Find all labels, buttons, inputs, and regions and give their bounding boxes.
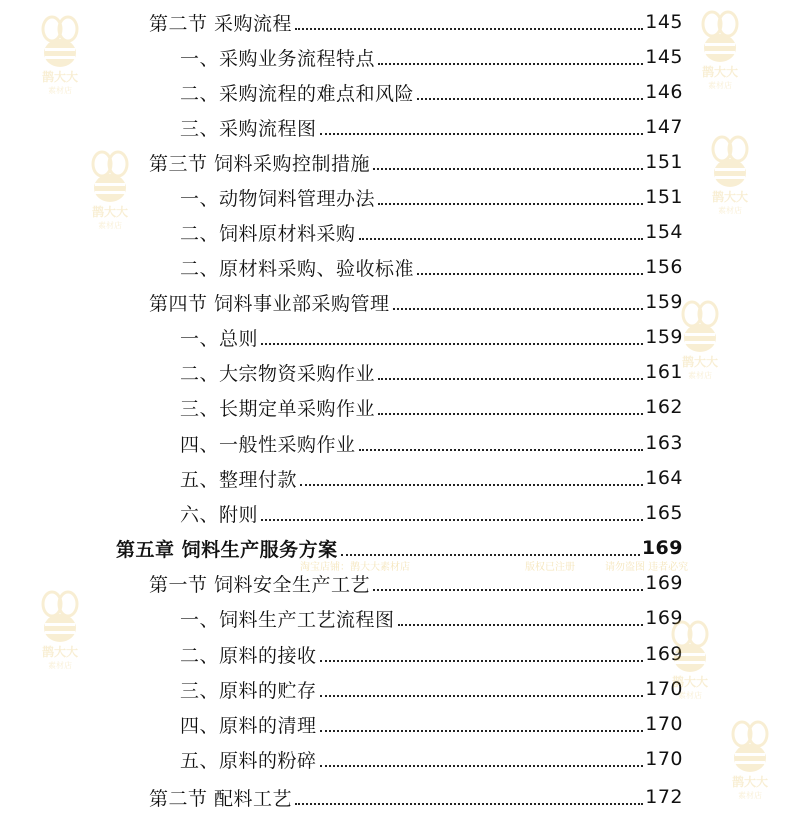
- toc-page-number: 154: [645, 221, 683, 243]
- toc-page-number: 169: [645, 607, 683, 629]
- dot-leader: [320, 730, 644, 732]
- toc-entry-item[interactable]: [180, 320, 683, 354]
- dot-leader: [359, 238, 644, 240]
- dot-leader: [295, 803, 643, 805]
- toc-entry-item[interactable]: [180, 390, 683, 424]
- svg-text:鹊大大: 鹊大大: [671, 675, 709, 689]
- dot-leader: [320, 765, 644, 767]
- toc-page-number: 145: [645, 46, 683, 68]
- toc-page-number: 169: [645, 643, 683, 665]
- dot-leader: [359, 449, 644, 451]
- toc-entry-title: 一、动物饲料管理办法: [180, 187, 376, 210]
- svg-text:素材店: 素材店: [48, 661, 72, 670]
- toc-page-number: 172: [645, 786, 683, 808]
- dot-leader: [378, 63, 643, 65]
- watermark-note: 请勿盗图 违者必究: [605, 562, 689, 573]
- toc-entry-title: 第二节 配料工艺: [149, 787, 293, 810]
- toc-entry-title: 四、原料的清理: [180, 714, 317, 737]
- dot-leader: [373, 589, 643, 591]
- svg-text:素材店: 素材店: [708, 81, 732, 90]
- toc-entry-title: 三、原料的贮存: [180, 679, 317, 702]
- toc-entry-title: 二、饲料原材料采购: [180, 222, 356, 245]
- svg-text:鹊大大: 鹊大大: [41, 70, 79, 84]
- toc-entry-item[interactable]: [180, 426, 683, 460]
- dot-leader: [378, 203, 643, 205]
- dot-leader: [300, 484, 643, 486]
- toc-entry-item[interactable]: [180, 637, 683, 671]
- toc-entry-title: 六、附则: [180, 503, 259, 526]
- toc-page-number: 165: [645, 502, 683, 524]
- toc-entry-item[interactable]: [180, 110, 683, 144]
- toc-entry-section[interactable]: [149, 145, 683, 179]
- toc-page-number: 145: [645, 11, 683, 33]
- toc-entry-title: 第五章 饲料生产服务方案: [116, 538, 338, 561]
- toc-page-number: 170: [645, 713, 683, 735]
- watermark-note: 版权已注册: [525, 562, 575, 573]
- dot-leader: [295, 28, 643, 30]
- toc-entry-title: 第一节 饲料安全生产工艺: [149, 573, 371, 596]
- toc-entry-title: 一、总则: [180, 327, 259, 350]
- toc-page-number: 146: [645, 81, 683, 103]
- svg-text:鹊大大: 鹊大大: [711, 190, 749, 204]
- toc-entry-title: 第三节 饲料采购控制措施: [149, 152, 371, 175]
- svg-text:素材店: 素材店: [688, 371, 712, 380]
- toc-page-number: 164: [645, 467, 683, 489]
- dot-leader: [320, 695, 644, 697]
- toc-page-number: 151: [645, 151, 683, 173]
- toc-page-number: 169: [641, 537, 683, 559]
- dot-leader: [417, 98, 643, 100]
- toc-entry-item[interactable]: [180, 707, 683, 741]
- toc-page-number: 159: [645, 326, 683, 348]
- toc-page-number: 147: [645, 116, 683, 138]
- toc-entry-title: 一、饲料生产工艺流程图: [180, 608, 395, 631]
- svg-text:鹊大大: 鹊大大: [731, 775, 769, 789]
- svg-text:素材店: 素材店: [48, 86, 72, 95]
- svg-text:素材店: 素材店: [98, 221, 122, 230]
- toc-entry-section[interactable]: [149, 566, 683, 600]
- toc-entry-title: 四、一般性采购作业: [180, 433, 356, 456]
- toc-entry-item[interactable]: [180, 355, 683, 389]
- svg-text:鹊大大: 鹊大大: [91, 205, 129, 219]
- toc-page-number: 159: [645, 291, 683, 313]
- toc-entry-title: 第四节 饲料事业部采购管理: [149, 292, 390, 315]
- toc-page-number: 151: [645, 186, 683, 208]
- watermark-note: 淘宝店铺：鹊大大素材店: [300, 562, 410, 573]
- toc-page-number: 163: [645, 432, 683, 454]
- dot-leader: [398, 624, 644, 626]
- toc-entry-item[interactable]: [180, 75, 683, 109]
- svg-text:鹊大大: 鹊大大: [701, 65, 739, 79]
- toc-entry-title: 三、采购流程图: [180, 117, 317, 140]
- svg-text:素材店: 素材店: [718, 206, 742, 215]
- toc-entry-section[interactable]: [149, 285, 683, 319]
- toc-page-number: 156: [645, 256, 683, 278]
- toc-entry-title: 二、原料的接收: [180, 644, 317, 667]
- toc-page-number: 170: [645, 748, 683, 770]
- svg-text:素材店: 素材店: [678, 691, 702, 700]
- toc-entry-item[interactable]: [180, 250, 683, 284]
- dot-leader: [320, 133, 644, 135]
- toc-entry-title: 一、采购业务流程特点: [180, 47, 376, 70]
- toc-entry-title: 二、采购流程的难点和风险: [180, 82, 415, 105]
- toc-entry-item[interactable]: [180, 40, 683, 74]
- toc-entry-title: 五、整理付款: [180, 468, 298, 491]
- svg-text:素材店: 素材店: [738, 791, 762, 800]
- dot-leader: [417, 273, 643, 275]
- toc-page-number: 161: [645, 361, 683, 383]
- toc-entry-section[interactable]: [149, 780, 683, 814]
- toc-entry-item[interactable]: [180, 461, 683, 495]
- toc-entry-item[interactable]: [180, 742, 683, 776]
- dot-leader: [261, 519, 643, 521]
- svg-text:鹊大大: 鹊大大: [41, 645, 79, 659]
- toc-entry-title: 二、大宗物资采购作业: [180, 362, 376, 385]
- toc-page-number: 170: [645, 678, 683, 700]
- dot-leader: [261, 343, 643, 345]
- toc-entry-title: 三、长期定单采购作业: [180, 397, 376, 420]
- dot-leader: [373, 168, 643, 170]
- toc-page-number: 162: [645, 396, 683, 418]
- dot-leader: [393, 308, 644, 310]
- toc-entry-item[interactable]: [180, 496, 683, 530]
- toc-page-number: 169: [645, 572, 683, 594]
- toc-entry-section[interactable]: [149, 5, 683, 39]
- toc-entry-item[interactable]: [180, 601, 683, 635]
- dot-leader: [341, 554, 640, 556]
- svg-text:鹊大大: 鹊大大: [681, 355, 719, 369]
- toc-entry-item[interactable]: [180, 215, 683, 249]
- dot-leader: [378, 378, 643, 380]
- toc-entry-title: 五、原料的粉碎: [180, 749, 317, 772]
- dot-leader: [378, 413, 643, 415]
- toc-entry-item[interactable]: [180, 180, 683, 214]
- dot-leader: [320, 660, 644, 662]
- toc-entry-title: 二、原材料采购、验收标准: [180, 257, 415, 280]
- toc-entry-title: 第二节 采购流程: [149, 12, 293, 35]
- toc-entry-item[interactable]: [180, 672, 683, 706]
